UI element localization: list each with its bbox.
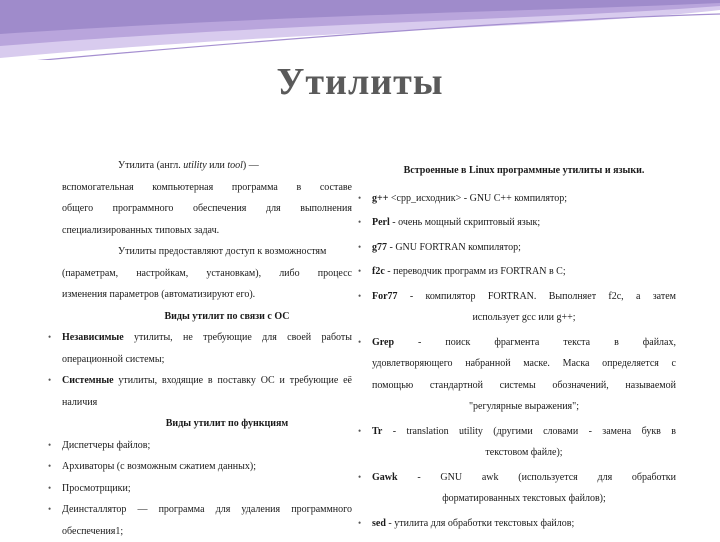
decorative-header-wave xyxy=(0,0,720,60)
os-list xyxy=(62,327,352,413)
definition-line-4: специализированных типовых задач. xyxy=(62,220,352,242)
list-item: • sed - утилита для обработки текстовых файлов; xyxy=(372,513,676,535)
right-heading: Встроенные в Linux программные утилиты и языки. xyxy=(372,160,676,182)
func-heading: Виды утилит по функциям xyxy=(62,413,352,435)
list-item: • g77 - GNU FORTRAN компилятор; xyxy=(372,237,676,259)
list-item: • Диспетчеры файлов; xyxy=(62,435,352,457)
list-item: • Tr - translation utility (другими словами - замена букв в текстовом файле); xyxy=(372,421,676,464)
list-item: • f2c - переводчик программ из FORTRAN в С; xyxy=(372,261,676,283)
origin-word-2: tool xyxy=(227,160,243,171)
list-item: • Просмотрщики; xyxy=(62,478,352,500)
slide-title: Утилиты xyxy=(0,60,720,104)
list-item: • g++ <cpp_исходник> - GNU C++ компилятор; xyxy=(372,188,676,210)
func-list xyxy=(62,435,352,542)
capabilities-line-1: Утилиты предоставляют доступ к возможностям xyxy=(62,241,352,263)
capabilities-line-3: изменения параметров (автоматизируют его). xyxy=(62,284,352,306)
capabilities-line-2: (параметрам, настройкам, установкам), либо процесс xyxy=(62,263,352,285)
left-column xyxy=(62,155,352,542)
list-item: • Perl - очень мощный скриптовый язык; xyxy=(372,212,676,234)
definition-line-3: общего программного обеспечения для выполнения xyxy=(62,198,352,220)
list-item: • For77 - компилятор FORTRAN. Выполняет f2c, а затем использует gcc или g++; xyxy=(372,286,676,329)
list-item: • Архиваторы (с возможным сжатием данных); xyxy=(62,456,352,478)
list-item: • Grep - поиск фрагмента текста в файлах, удовлетворяющего набранной маске. Маска определяется с помощью стандартной системы обозначений, называемой "регулярные выражения"; xyxy=(372,332,676,418)
linux-utilities-list xyxy=(372,188,676,535)
right-column xyxy=(372,160,676,537)
origin-word: utility xyxy=(183,160,206,171)
definition-line-2: вспомогательная компьютерная программа в составе xyxy=(62,177,352,199)
list-item: • Независимые утилиты, не требующие для своей работы операционной системы; xyxy=(62,327,352,370)
list-item: • Gawk - GNU awk (используется для обработки форматированных текстовых файлов); xyxy=(372,467,676,510)
definition-term: Утилита xyxy=(118,160,154,171)
os-heading: Виды утилит по связи с ОС xyxy=(62,306,352,328)
list-item: • Системные утилиты, входящие в поставку ОС и требующие её наличия xyxy=(62,370,352,413)
list-item: • Деинсталлятор — программа для удаления программного обеспечения1; xyxy=(62,499,352,542)
definition-line-1: Утилита (англ. utility или tool) — xyxy=(62,155,352,177)
